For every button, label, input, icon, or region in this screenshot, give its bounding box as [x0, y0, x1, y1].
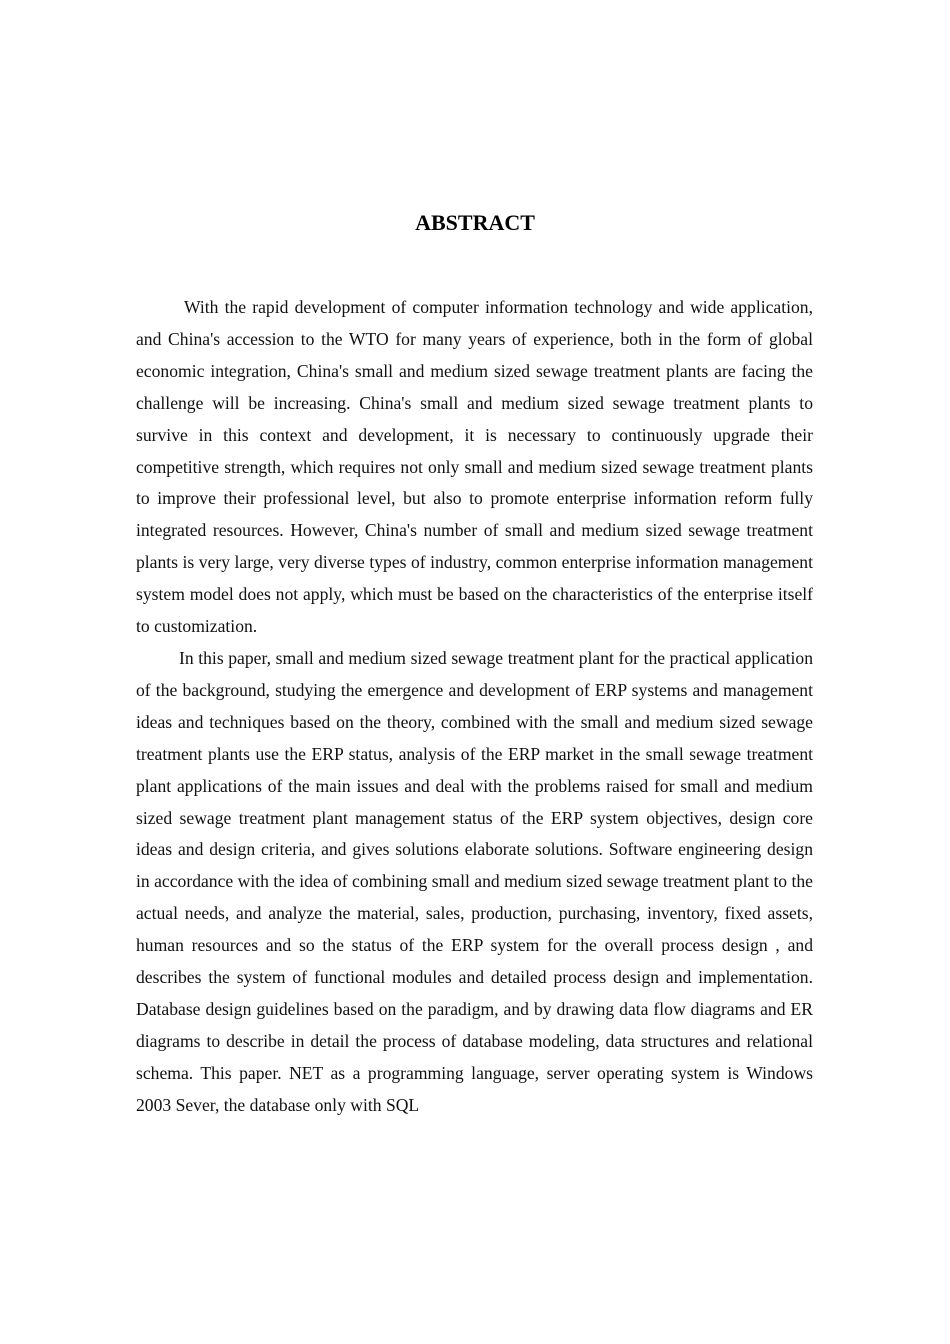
- abstract-paragraph-2: In this paper, small and medium sized sewage treatment plant for the practical application of the background, studying the emergence and development of ERP systems and management ideas and techniques based on the theory, combined with the small and medium sized sewage treatment plants use the ERP status, analysis of the ERP market in the small sewage treatment plant applications of the main issues and deal with the problems raised for small and medium sized sewage treatment plant management status of the ERP system objectives, design core ideas and design criteria, and gives solutions elaborate solutions. Software engineering design in accordance with the idea of combining small and medium sized sewage treatment plant to the actual needs, and analyze the material, sales, production, purchasing, inventory, fixed assets, human resources and so the status of the ERP system for the overall process design , and describes the system of functional modules and detailed process design and implementation. Database design guidelines based on the paradigm, and by drawing data flow diagrams and ER diagrams to describe in detail the process of database modeling, data structures and relational schema. This paper. NET as a programming language, server operating system is Windows 2003 Sever, the database only with SQL: [136, 647, 813, 1115]
- abstract-paragraph-1: With the rapid development of computer information technology and wide application, and China's accession to the WTO for many years of experience, both in the form of global economic integration, China's small and medium sized sewage treatment plants are facing the challenge will be increasing. China's small and medium sized sewage treatment plants to survive in this context and development, it is necessary to continuously upgrade their competitive strength, which requires not only small and medium sized sewage treatment plants to improve their professional level, but also to promote enterprise information reform fully integrated resources. However, China's number of small and medium sized sewage treatment plants is very large, very diverse types of industry, common enterprise information management system model does not apply, which must be based on the characteristics of the enterprise itself to customization.: [136, 297, 813, 637]
- abstract-body: [136, 292, 813, 1122]
- abstract-heading: ABSTRACT: [415, 210, 535, 235]
